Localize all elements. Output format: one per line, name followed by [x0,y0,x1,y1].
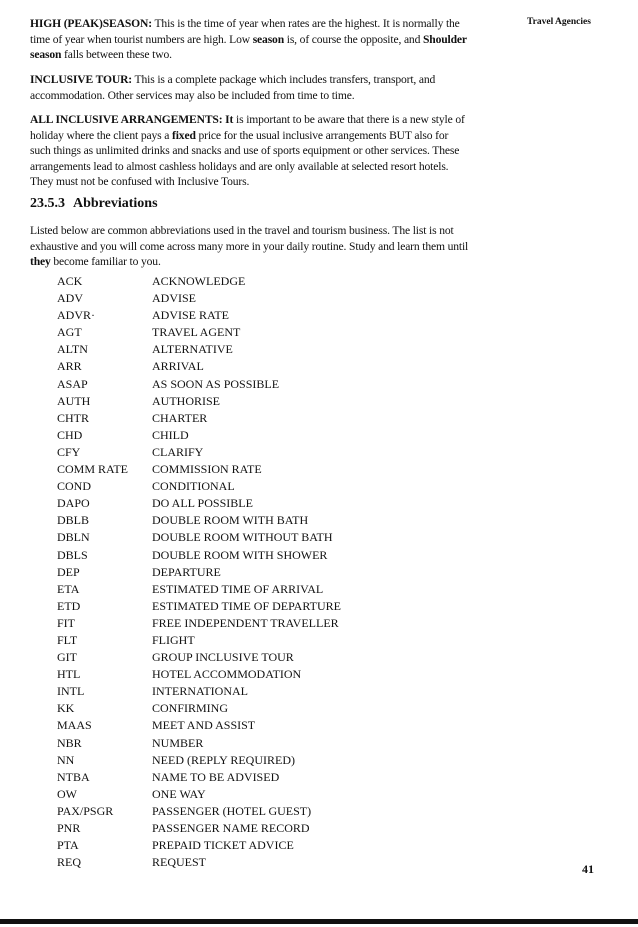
inclusive-tour-paragraph [30,72,470,103]
abbreviation-code: COND [57,479,92,494]
abbreviation-meaning: MEET AND ASSIST [152,718,256,733]
abbreviations-table [57,273,341,871]
abbreviation-row [57,735,341,752]
abbreviation-code: ALTN [57,342,88,357]
abbreviation-code: NTBA [57,769,90,784]
fixed-word: fixed [172,128,196,142]
abbreviation-meaning: DOUBLE ROOM WITH SHOWER [152,547,328,562]
abbreviation-row [57,376,341,393]
inclusive-tour-text: This is a complete package which includes transfers, transport, and accommodation. Other services may also be included from time to time. [30,73,436,102]
abbreviation-code: GIT [57,650,77,665]
intro-text-1: Listed below are common abbreviations used in the travel and tourism business. The list is not exhaustive and you will come across many more in your daily routine. Study and learn them until [30,224,469,253]
abbreviation-code: REQ [57,855,81,870]
page-number: 41 [582,862,594,876]
abbreviation-row [57,581,341,598]
abbreviations-intro [30,223,470,270]
abbreviation-meaning: ARRIVAL [152,359,204,374]
high-season-text-3: falls between these two. [61,48,172,62]
abbreviation-meaning: GROUP INCLUSIVE TOUR [152,650,294,665]
abbreviation-code: ADVR· [57,308,95,323]
abbreviation-code: KK [57,701,75,716]
abbreviation-row [57,615,341,632]
abbreviation-meaning: PASSENGER (HOTEL GUEST) [152,803,312,818]
abbreviation-meaning: ADVISE [152,291,196,306]
abbreviation-meaning: NEED (REPLY REQUIRED) [152,752,296,767]
bottom-rule [0,919,638,924]
high-season-text-1: This is the time of year when rates are the highest. It is normally the time of year when tourist numbers are high. Low [30,17,460,46]
abbreviation-code: INTL [57,684,85,699]
abbreviation-row [57,358,341,375]
abbreviation-row [57,717,341,734]
abbreviation-code: OW [57,786,77,801]
abbreviation-row [57,512,341,529]
abbreviation-meaning: DO ALL POSSIBLE [152,496,253,511]
abbreviation-row [57,632,341,649]
running-header: Travel Agencies [527,17,591,27]
abbreviation-row [57,341,341,358]
abbreviation-meaning: CLARIFY [152,444,204,459]
abbreviation-code: MAAS [57,718,92,733]
abbreviation-meaning: INTERNATIONAL [152,684,248,699]
abbreviation-row [57,495,341,512]
abbreviation-meaning: PREPAID TICKET ADVICE [152,838,294,853]
high-season-paragraph [30,16,470,63]
abbreviation-code: ACK [57,274,83,288]
intro-text-2: become familiar to you. [50,255,161,269]
abbreviation-row [57,683,341,700]
abbreviation-row [57,854,341,871]
all-inclusive-term: ALL INCLUSIVE ARRANGEMENTS: [30,113,223,126]
abbreviation-meaning: ADVISE RATE [152,308,229,323]
abbreviation-row [57,444,341,461]
inclusive-tour-term: INCLUSIVE TOUR: [30,73,133,86]
abbreviation-row [57,547,341,564]
abbreviation-code: FLT [57,632,78,647]
section-number: 23.5.3 [30,196,65,211]
abbreviation-code: ASAP [57,376,88,391]
abbreviation-meaning: CONFIRMING [152,701,229,716]
all-inclusive-paragraph [30,112,470,190]
abbreviation-row [57,290,341,307]
abbreviation-meaning: DEPARTURE [152,564,221,579]
abbreviation-code: DBLS [57,547,88,562]
abbreviation-meaning: REQUEST [152,855,206,870]
all-inclusive-it: It [222,113,234,126]
abbreviation-meaning: AS SOON AS POSSIBLE [152,376,280,391]
all-inclusive-text-1: is important to be aware that there is a new style of holiday where the client pays a [30,113,465,142]
abbreviation-meaning: ESTIMATED TIME OF DEPARTURE [152,598,341,613]
abbreviation-meaning: DOUBLE ROOM WITHOUT BATH [152,530,333,545]
abbreviation-row [57,393,341,410]
abbreviation-meaning: CHILD [152,427,189,442]
abbreviation-code: PAX/PSGR [57,803,114,818]
abbreviation-meaning: ALTERNATIVE [152,342,233,357]
low-season-word: season [252,32,284,46]
abbreviation-code: ADV [57,291,83,306]
abbreviation-meaning: CHARTER [152,410,208,425]
abbreviation-code: ETA [57,581,80,596]
abbreviation-code: CHD [57,427,83,442]
abbreviation-row [57,529,341,546]
abbreviation-row [57,837,341,854]
abbreviation-row [57,700,341,717]
abbreviation-meaning: PASSENGER NAME RECORD [152,821,310,835]
abbreviation-meaning: FLIGHT [152,632,195,647]
abbreviation-code: DEP [57,564,80,579]
abbreviation-code: HTL [57,667,81,682]
abbreviation-meaning: FREE INDEPENDENT TRAVELLER [152,615,339,630]
abbreviation-meaning: DOUBLE ROOM WITH BATH [152,513,309,528]
abbreviation-code: AGT [57,325,82,340]
abbreviation-code: NN [57,752,75,767]
abbreviation-code: ETD [57,598,81,613]
abbreviation-meaning: COMMISSION RATE [152,462,262,477]
abbreviation-code: DBLB [57,513,90,528]
abbreviation-meaning: NUMBER [152,735,204,750]
abbreviation-row [57,564,341,581]
abbreviation-meaning: CONDITIONAL [152,479,235,494]
all-inclusive-text-2: price for the usual inclusive arrangements BUT also for such things as unlimited drinks and snacks and use of sports equipment or other services. These arrangements lead to almost cashless holidays and are only available at selected resort hotels. They must not be confused with Inclusive Tours. [30,128,460,189]
abbreviation-code: ARR [57,359,82,374]
abbreviation-code: CHTR [57,410,90,425]
section-title: Abbreviations [73,196,158,211]
abbreviation-row [57,786,341,803]
abbreviation-code: AUTH [57,393,91,408]
abbreviation-meaning: HOTEL ACCOMMODATION [152,667,302,682]
abbreviation-code: FIT [57,615,75,630]
abbreviation-row [57,598,341,615]
abbreviation-meaning: AUTHORISE [152,393,220,408]
high-season-term: HIGH (PEAK)SEASON: [30,17,152,30]
abbreviations-table-body [57,273,341,871]
abbreviation-row [57,273,341,290]
abbreviation-row [57,324,341,341]
abbreviation-meaning: NAME TO BE ADVISED [152,769,280,784]
abbreviation-row [57,461,341,478]
abbreviation-row [57,649,341,666]
shoulder-season-word: Shoulder season [30,32,467,62]
section-heading [30,196,158,212]
abbreviation-row [57,803,341,820]
abbreviation-code: PTA [57,838,79,853]
abbreviation-code: CFY [57,444,81,459]
abbreviation-code: NBR [57,735,82,750]
abbreviation-meaning: ONE WAY [152,786,206,801]
abbreviation-row [57,478,341,495]
intro-they: they [30,255,51,269]
abbreviation-row [57,307,341,324]
abbreviation-code: DBLN [57,530,90,545]
abbreviation-meaning: ACKNOWLEDGE [152,274,246,288]
abbreviation-code: COMM RATE [57,462,129,477]
abbreviation-row [57,820,341,837]
abbreviation-row [57,752,341,769]
abbreviation-row [57,427,341,444]
abbreviation-row [57,410,341,427]
abbreviation-row [57,666,341,683]
abbreviation-row [57,769,341,786]
abbreviation-code: DAPO [57,496,90,511]
abbreviation-code: PNR [57,821,81,835]
abbreviation-meaning: ESTIMATED TIME OF ARRIVAL [152,581,324,596]
high-season-text-2: is, of course the opposite, and [284,32,423,46]
abbreviation-meaning: TRAVEL AGENT [152,325,241,340]
